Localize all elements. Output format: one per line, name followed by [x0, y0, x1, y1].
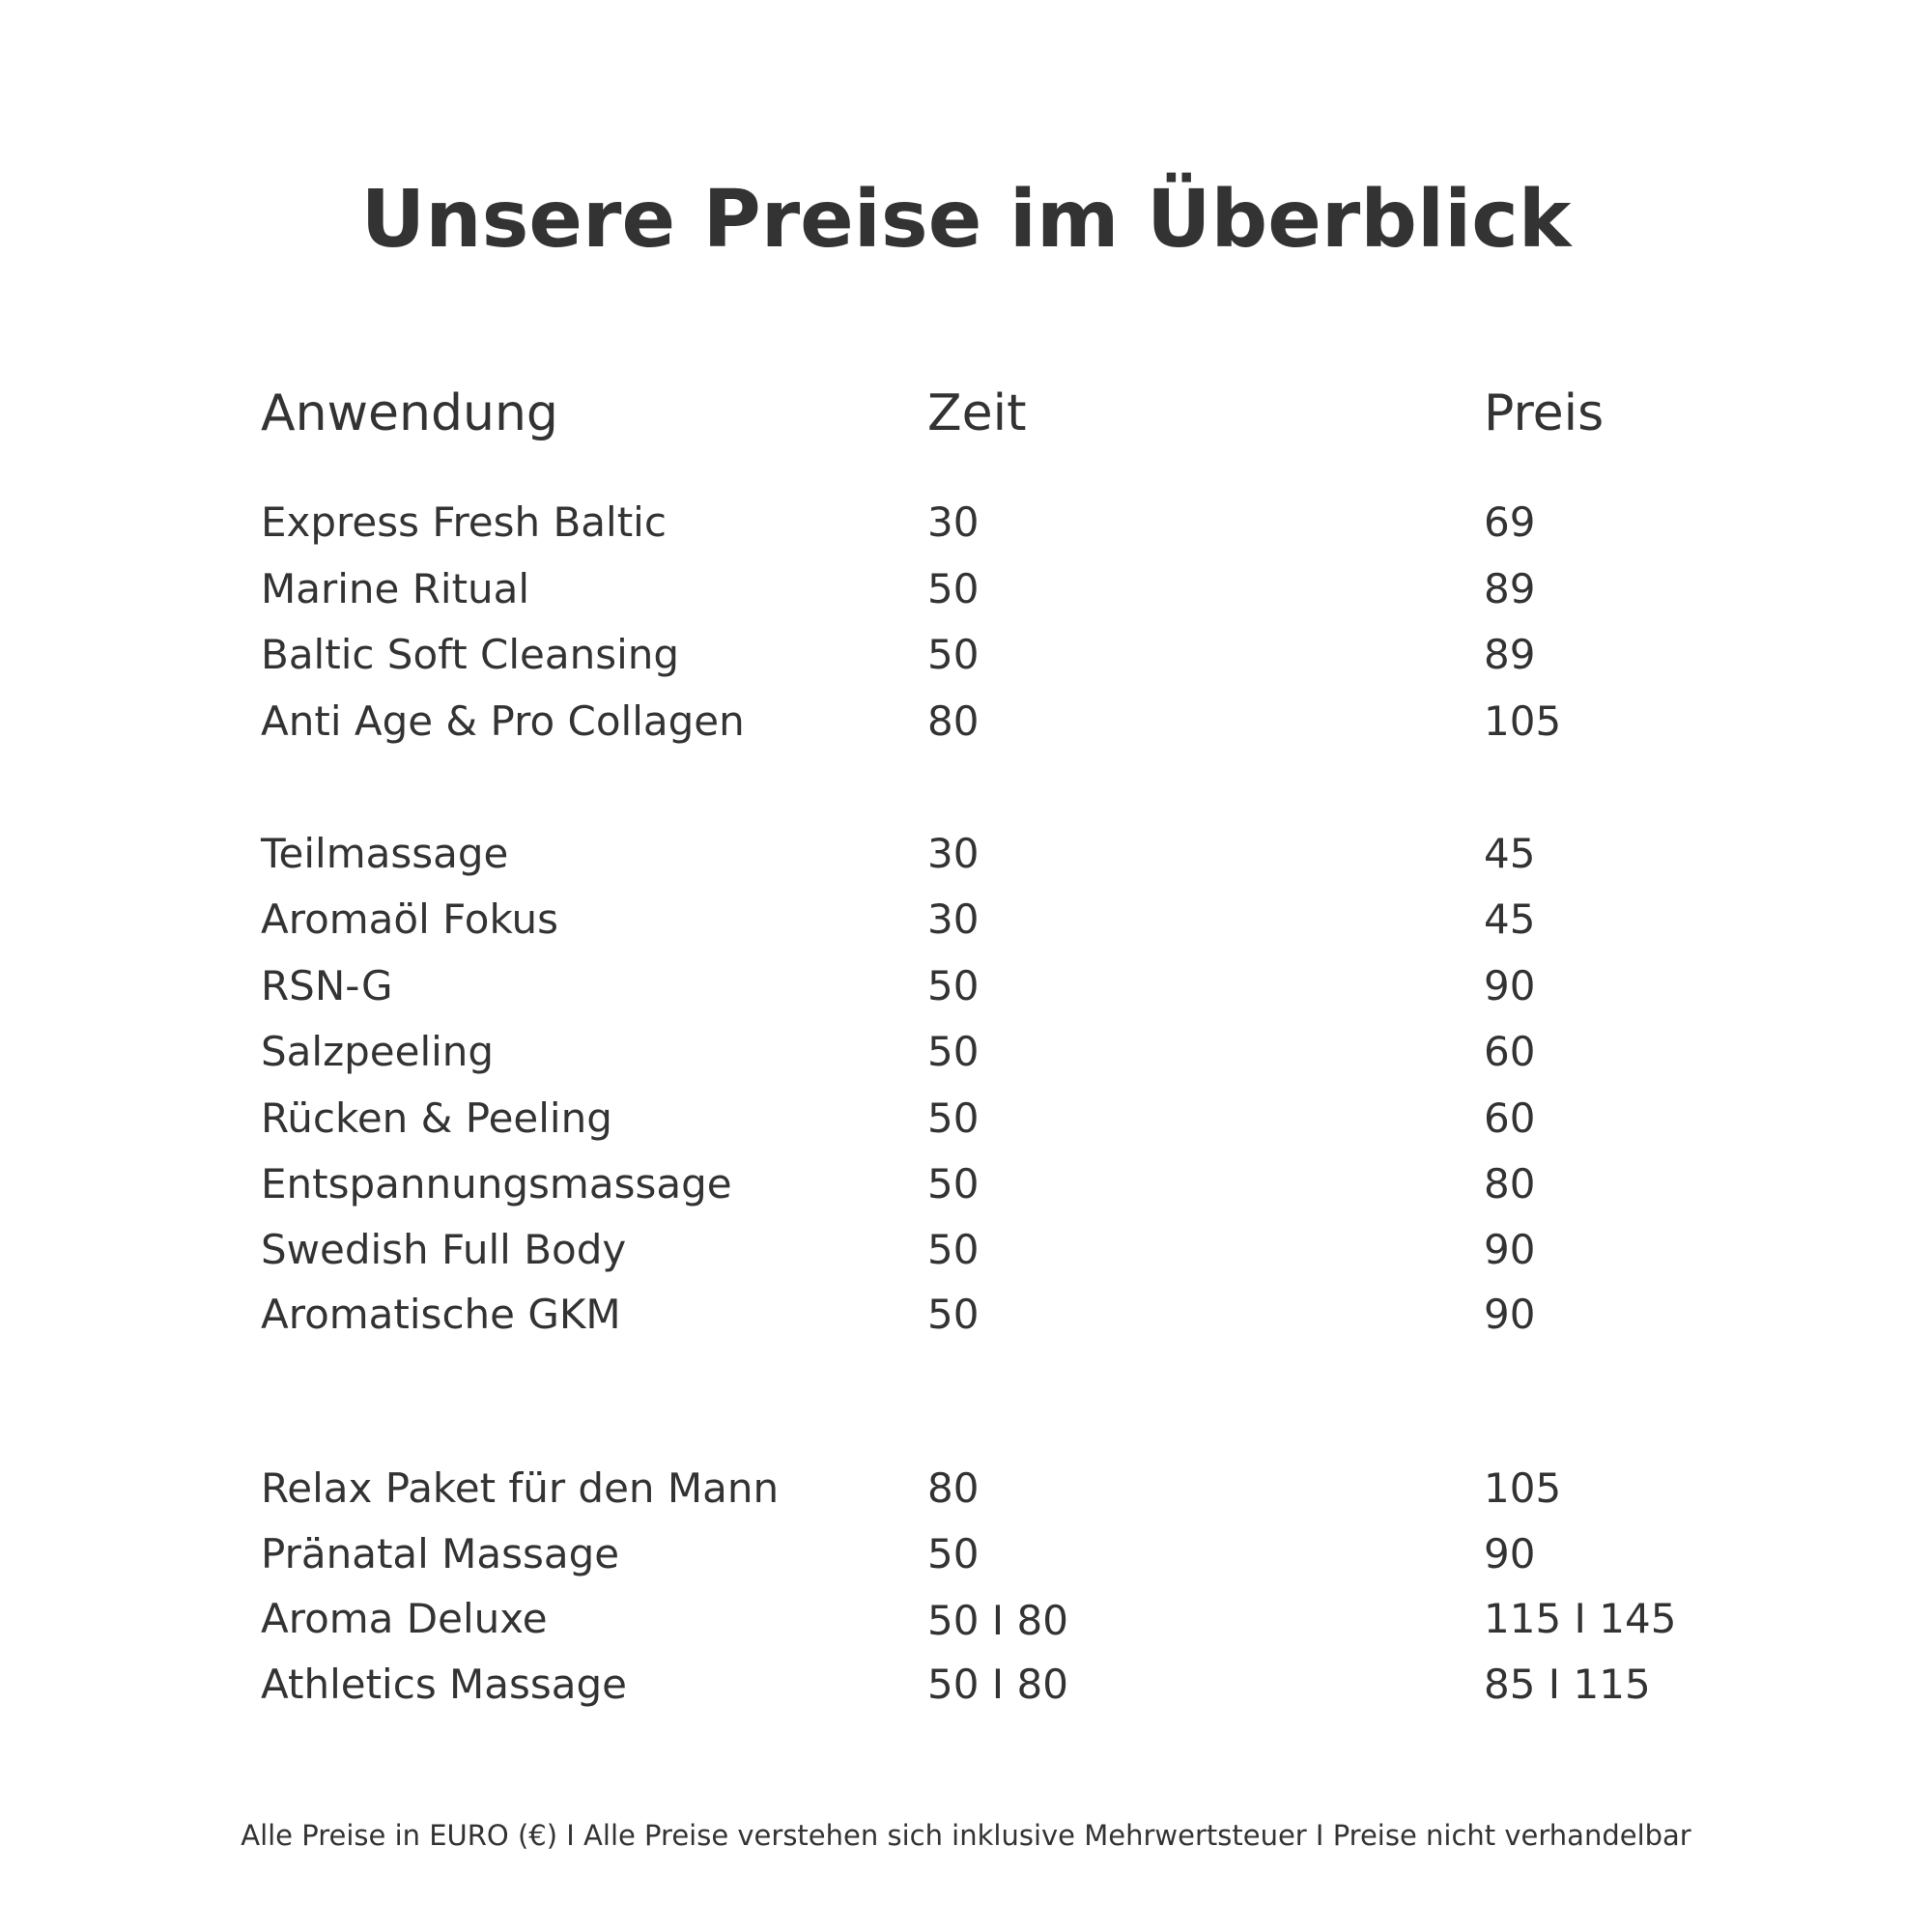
- treatment-price: 105: [1484, 697, 1562, 745]
- treatment-price: 90: [1484, 962, 1536, 1009]
- treatment-price: 115 I 145: [1484, 1595, 1677, 1642]
- treatment-name: Aromaöl Fokus: [261, 895, 559, 943]
- treatment-price: 69: [1484, 498, 1536, 546]
- treatment-name: Pränatal Massage: [261, 1530, 620, 1577]
- treatment-time: 30: [927, 498, 980, 546]
- treatment-price: 60: [1484, 1028, 1536, 1075]
- treatment-price: 90: [1484, 1226, 1536, 1273]
- treatment-price: 45: [1484, 895, 1536, 943]
- treatment-price: 105: [1484, 1464, 1562, 1512]
- treatment-time: 50: [927, 1028, 980, 1075]
- treatment-price: 89: [1484, 565, 1536, 612]
- treatment-price: 60: [1484, 1094, 1536, 1142]
- treatment-name: Aromatische GKM: [261, 1291, 621, 1338]
- treatment-price: 89: [1484, 631, 1536, 678]
- treatment-time: 50 I 80: [927, 1597, 1068, 1644]
- treatment-price: 85 I 115: [1484, 1661, 1651, 1708]
- treatment-name: RSN-G: [261, 962, 393, 1009]
- treatment-price: 90: [1484, 1530, 1536, 1577]
- page-title: Unsere Preise im Überblick: [360, 174, 1572, 266]
- treatment-name: Teilmassage: [261, 830, 509, 877]
- treatment-time: 50: [927, 565, 980, 612]
- treatment-name: Athletics Massage: [261, 1661, 628, 1708]
- treatment-time: 30: [927, 895, 980, 943]
- treatment-time: 50: [927, 1291, 980, 1338]
- treatment-price: 90: [1484, 1291, 1536, 1338]
- treatment-time: 50 I 80: [927, 1661, 1068, 1708]
- treatment-time: 50: [927, 962, 980, 1009]
- header-time: Zeit: [927, 384, 1027, 442]
- treatment-time: 50: [927, 1160, 980, 1208]
- treatment-name: Baltic Soft Cleansing: [261, 631, 680, 678]
- footnote: Alle Preise in EURO (€) I Alle Preise verstehen sich inklusive Mehrwertsteuer I Preise nicht verhandelbar: [241, 1819, 1691, 1852]
- treatment-name: Swedish Full Body: [261, 1226, 627, 1273]
- treatment-name: Salzpeeling: [261, 1028, 495, 1075]
- treatment-time: 50: [927, 1226, 980, 1273]
- treatment-price: 80: [1484, 1160, 1536, 1208]
- treatment-time: 50: [927, 1530, 980, 1577]
- treatment-name: Entspannungsmassage: [261, 1160, 732, 1208]
- treatment-name: Marine Ritual: [261, 565, 530, 612]
- treatment-name: Relax Paket für den Mann: [261, 1464, 780, 1512]
- treatment-name: Express Fresh Baltic: [261, 498, 667, 546]
- treatment-price: 45: [1484, 830, 1536, 877]
- treatment-time: 30: [927, 830, 980, 877]
- treatment-time: 80: [927, 1464, 980, 1512]
- header-treatment: Anwendung: [261, 384, 558, 442]
- treatment-time: 80: [927, 697, 980, 745]
- treatment-name: Rücken & Peeling: [261, 1094, 612, 1142]
- header-price: Preis: [1484, 384, 1605, 442]
- treatment-name: Aroma Deluxe: [261, 1595, 548, 1642]
- treatment-name: Anti Age & Pro Collagen: [261, 697, 745, 745]
- treatment-time: 50: [927, 1094, 980, 1142]
- treatment-time: 50: [927, 631, 980, 678]
